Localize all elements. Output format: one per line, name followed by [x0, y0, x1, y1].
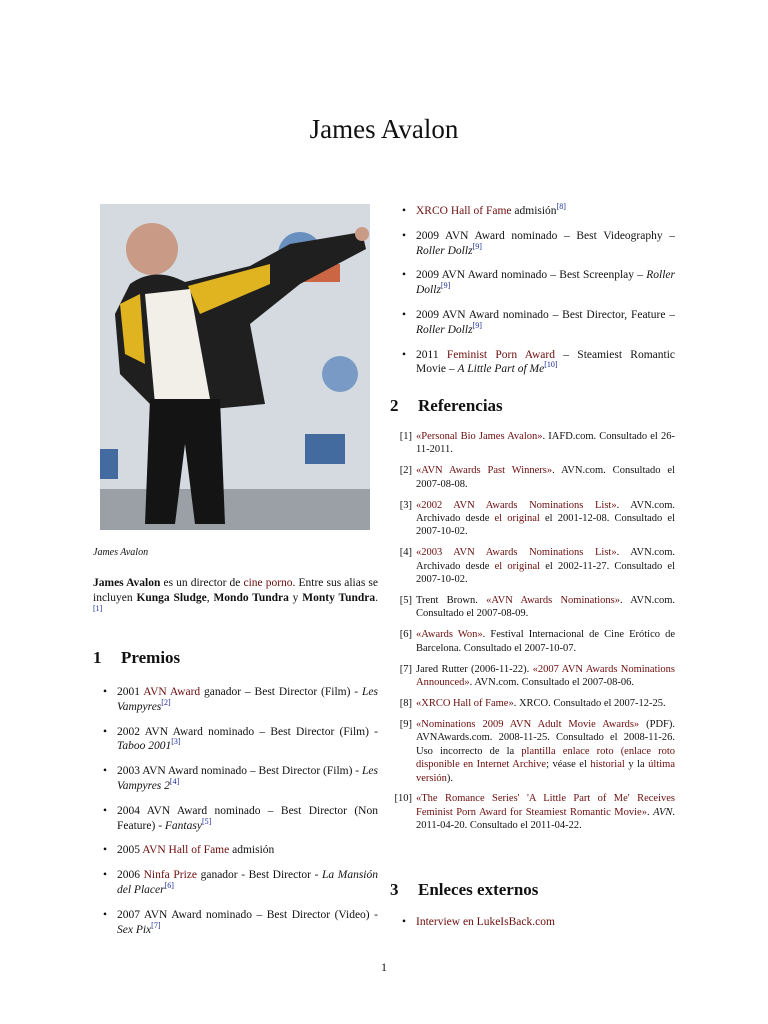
award-text: 2005 [117, 844, 143, 857]
reference-text: . [646, 806, 654, 818]
award-text: admisión [511, 205, 557, 217]
external-link[interactable]: Interview en LukeIsBack.com [416, 916, 555, 928]
award-text: ganador – Best Director (Film) - [200, 686, 363, 698]
award-text: 2009 AVN Award nominado – Best Director, Feature – [416, 308, 675, 321]
footnote-ref[interactable]: [6] [164, 881, 174, 891]
awards-list-right [392, 204, 675, 387]
reference-link[interactable]: historial [590, 759, 625, 771]
reference-link[interactable]: el original [494, 513, 540, 525]
reference-text: el 2001-12-08. Consultado el 2007-10-02. [416, 513, 675, 538]
page-title: James Avalon [309, 114, 459, 144]
reference-text: . AVN.com. Consultado el 2007-08-08. [416, 465, 675, 490]
reference-link[interactable]: «2003 AVN Awards Nominations List» [416, 547, 617, 559]
reference-item [390, 628, 675, 655]
reference-link[interactable]: «AVN Awards Nominations» [486, 595, 620, 607]
cine-porno-link[interactable]: cine porno [243, 577, 293, 589]
subject-name: James Avalon [93, 577, 161, 589]
page-number: 1 [381, 960, 387, 974]
section-number: 1 [93, 648, 102, 667]
award-item [93, 685, 378, 715]
list-item [392, 915, 675, 930]
alias-2: Mondo Tundra [213, 591, 289, 604]
intro-text: , [206, 591, 214, 604]
footnote-ref[interactable]: [5] [201, 816, 212, 826]
reference-text: ). [446, 772, 454, 784]
reference-link[interactable]: «2002 AVN Awards Nominations List» [416, 499, 617, 511]
award-text: 2009 AVN Award nominado – Best Screenplay – [416, 269, 647, 282]
footnote-ref[interactable]: [3] [171, 737, 181, 747]
award-item [93, 764, 378, 794]
award-text: 2007 AVN Award nominado – Best Director (Video) - [117, 908, 378, 921]
award-item [392, 308, 675, 338]
footnote-ref[interactable]: [9] [440, 281, 451, 291]
reference-item [390, 430, 675, 457]
award-item [93, 843, 378, 858]
award-title: Fantasy [164, 819, 202, 832]
award-item [93, 868, 378, 898]
reference-text: (PDF). AVNAwards.com. 2008-11-25. Consultado el 2008-11-26. Uso incorrecto de la [416, 718, 675, 757]
reference-number: [10] [394, 793, 412, 805]
award-text: 2001 [117, 686, 144, 698]
footnote-ref[interactable]: [4] [169, 777, 180, 787]
award-text: 2011 [416, 348, 447, 361]
section-heading-referencias [390, 396, 503, 416]
section-title: Premios [121, 648, 181, 667]
footnote-ref[interactable]: [8] [556, 202, 566, 212]
reference-text: . AVN.com. Archivado desde [416, 547, 675, 572]
award-text: 2002 AVN Award nominado – Best Director (Film) - [117, 725, 378, 738]
reference-number: [7] [399, 663, 412, 675]
external-links-list [392, 915, 675, 940]
section-title: Enleces externos [418, 880, 539, 899]
footnote-ref[interactable]: [7] [151, 920, 161, 930]
award-text: 2003 AVN Award nominado – Best Director (Film) - [117, 765, 363, 778]
reference-text: . XRCO. Consultado el 2007-12-25. [513, 698, 666, 709]
reference-link[interactable]: última versión [416, 759, 675, 784]
award-link[interactable]: AVN Hall of Fame [142, 844, 230, 857]
section-title: Referencias [418, 396, 503, 415]
footnote-ref[interactable]: [2] [161, 697, 171, 707]
reference-number: [9] [399, 718, 412, 730]
reference-number: [4] [399, 547, 412, 559]
award-title: Sex Pix [117, 923, 152, 936]
reference-number: [5] [399, 595, 412, 607]
alias-3: Monty Tundra [302, 591, 376, 604]
reference-text: . IAFD.com. Consultado el 26-11-2011. [416, 431, 675, 456]
award-link[interactable]: Feminist Porn Award [446, 348, 555, 361]
award-text: 2004 AVN Award nominado – Best Director (Non Feature) - [117, 804, 378, 832]
reference-item [390, 718, 675, 785]
reference-link[interactable]: «Nominations 2009 AVN Adult Movie Awards» [416, 718, 640, 730]
reference-text: Jared Rutter (2006-11-22). [416, 663, 533, 675]
reference-text: ; véase el [546, 759, 591, 771]
award-item [93, 804, 378, 834]
reference-text: . AVN.com. Archivado desde [416, 499, 675, 525]
reference-text: . AVN.com. Consultado el 2007-08-09. [416, 595, 675, 620]
award-text: ganador - Best Director - [197, 869, 322, 882]
reference-text: Trent Brown. [416, 595, 487, 607]
footnote-ref[interactable]: [9] [472, 320, 482, 330]
reference-item [390, 663, 675, 690]
reference-link[interactable]: «AVN Awards Past Winners» [416, 465, 553, 477]
award-title: Les Vampyres [117, 686, 378, 713]
alias-1: Kunga Sludge [136, 591, 207, 604]
intro-text: . [375, 591, 378, 604]
reference-item [390, 499, 675, 539]
award-title: Taboo 2001 [117, 740, 172, 753]
award-item [392, 268, 675, 298]
section-number: 2 [390, 396, 399, 415]
reference-link[interactable]: «XRCO Hall of Fame» [416, 698, 514, 709]
reference-text: AVN [653, 806, 673, 818]
award-title: Roller Dollz [416, 323, 473, 336]
photo-caption: James Avalon [93, 547, 149, 558]
reference-text [614, 746, 621, 757]
reference-item [390, 464, 675, 491]
reference-link[interactable]: plantilla enlace roto [521, 745, 614, 757]
award-text: 2009 AVN Award nominado – Best Videography – [416, 229, 675, 242]
reference-item [390, 697, 675, 710]
reference-text: . AVN.com. Consultado el 2007-08-06. [469, 677, 634, 689]
section-number: 3 [390, 880, 399, 899]
reference-text: . Festival Internacional de Cine Erótico de Barcelona. Consultado el 2007-10-07. [416, 629, 675, 654]
footnote-ref[interactable]: [1] [93, 603, 103, 613]
reference-item [390, 594, 675, 621]
award-item [93, 725, 378, 755]
reference-number: [3] [399, 499, 412, 511]
section-heading-premios [93, 648, 180, 668]
portrait-image [100, 204, 370, 530]
reference-item [390, 792, 675, 832]
reference-number: [2] [399, 465, 412, 477]
reference-link[interactable]: el original [494, 560, 541, 572]
footnote-ref[interactable]: [10] [544, 360, 558, 370]
award-link[interactable]: AVN Award [143, 686, 201, 698]
award-text: admisión [229, 844, 275, 857]
award-title: A Little Part of Me [457, 363, 545, 376]
award-item [392, 229, 675, 259]
award-item [392, 204, 675, 219]
reference-number: [8] [399, 698, 412, 709]
references-list [390, 430, 675, 840]
award-title: Les Vampyres 2 [117, 765, 378, 792]
award-title: Roller Dollz [416, 269, 675, 297]
intro-text: . Entre sus alias se incluyen [93, 577, 378, 604]
reference-number: [6] [399, 629, 412, 641]
intro-text: es un director de [160, 577, 244, 589]
section-heading-enlaces [390, 880, 538, 900]
award-title: La Mansión del Placer [117, 869, 378, 896]
intro-paragraph [93, 576, 378, 620]
reference-text: el 2002-11-27. Consultado el 2007-10-02. [416, 560, 675, 586]
award-text: – Steamiest Romantic Movie – [416, 348, 675, 376]
intro-text: y [288, 591, 303, 604]
award-text: 2006 [117, 869, 144, 882]
reference-link[interactable]: (enlace roto disponible en Internet Archive [416, 745, 675, 771]
footnote-ref[interactable]: [9] [472, 241, 482, 251]
awards-list-left [93, 685, 378, 947]
award-item [93, 908, 378, 938]
portrait-photo [100, 204, 370, 530]
reference-link[interactable]: «Awards Won» [416, 629, 483, 641]
reference-text: y la [624, 759, 649, 771]
award-link[interactable]: Ninfa Prize [143, 869, 197, 882]
reference-number: [1] [399, 431, 412, 442]
reference-item [390, 546, 675, 586]
reference-link[interactable]: «2007 AVN Awards Nominations Announced» [416, 663, 675, 689]
award-title: Roller Dollz [416, 244, 473, 257]
award-link[interactable]: XRCO Hall of Fame [416, 205, 512, 217]
reference-link[interactable]: «Personal Bio James Avalon» [416, 431, 543, 442]
reference-link[interactable]: «The Romance Series' 'A Little Part of Me' Receives Feminist Porn Award for Steamiest Romantic Movie» [416, 793, 675, 818]
reference-text: . 2011-04-20. Consultado el 2011-04-22. [416, 806, 675, 832]
award-item [392, 348, 675, 378]
